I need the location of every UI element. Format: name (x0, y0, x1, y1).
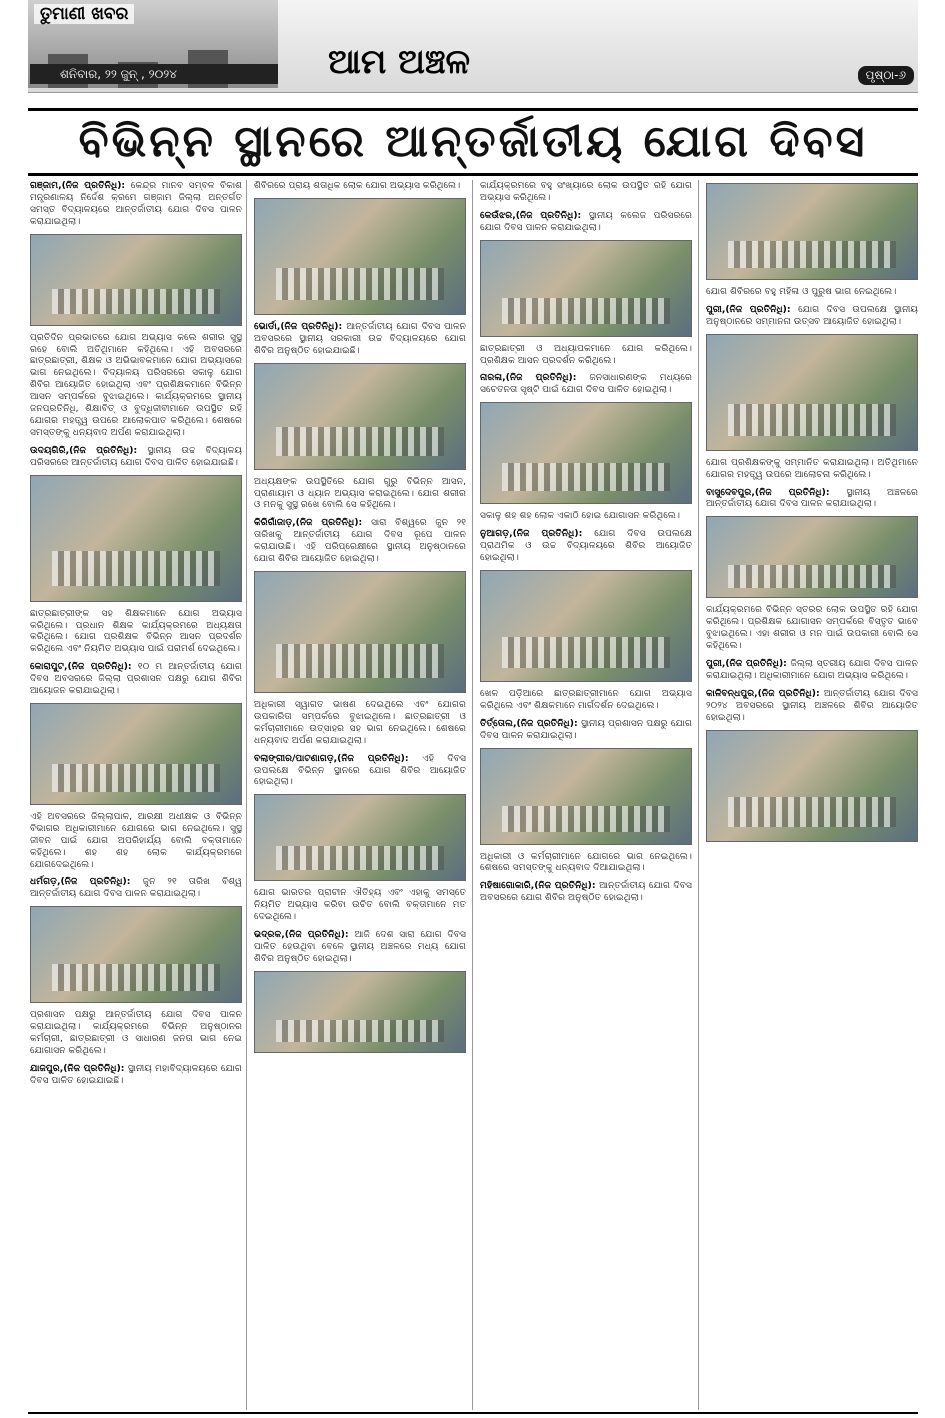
dateline: ବଲାଙ୍ଗୀର/ପାଟଣାଗଡ଼,(ନିଜ ପ୍ରତିନିଧି): (254, 752, 423, 764)
paragraph-body: ଆନ୍ତର୍ଜାତୀୟ ଯୋଗ ଦିବସ ଅବସରରେ ଯୋଗ ଶିବିର ଅନୁଷ୍ଠିତ ହୋଇଥିଲା। (480, 880, 692, 904)
news-photo (30, 703, 242, 805)
news-photo (30, 234, 242, 326)
news-photo (254, 971, 466, 1053)
paragraph-body: ଆନ୍ତର୍ଜାତୀୟ ଯୋଗ ଦିବସ ୨୦୨୪ ଅବସରରେ ସ୍ଥାନୀୟ ଅଞ୍ଚଳରେ ଶିବିର ଆୟୋଜିତ ହୋଇଥିଲା। (706, 687, 918, 723)
news-photo (480, 402, 692, 504)
newspaper-brand: ତୁମାଣୀ ଖବର (34, 4, 134, 24)
paragraph-body: ଅଧିକାରୀ ସ୍ୱାଗତ ଭାଷଣ ଦେଇଥିଲେ ଏବଂ ଯୋଗର ଉପକାରିତା ସମ୍ପର୍କରେ ବୁଝାଇଥିଲେ। ଛାତ୍ରଛାତ୍ରୀ ଓ କର୍ମଚାରୀମାନେ ଉତ୍ସାହର ସହ ଭାଗ ନେଇଥିଲେ। ଶେଷରେ ଧନ୍ୟବାଦ ଅର୍ପଣ କରାଯାଇଥିଲା। (254, 698, 466, 746)
news-paragraph (480, 688, 692, 712)
paragraph-body: ଯୋଗ ଦିବସ ଉପଲକ୍ଷେ ସ୍ଥାନୀୟ ଅନୁଷ୍ଠାନରେ ସମ୍ମାନନା ଉତ୍ସବ ଆୟୋଜିତ ହୋଇଥିଲା। (706, 303, 918, 327)
news-paragraph (30, 180, 242, 228)
news-paragraph (706, 304, 918, 328)
paragraph-body: ସାରା ବିଶ୍ୱରେ ଜୁନ ୨୧ ତାରିଖକୁ ଆନ୍ତର୍ଜାତୀୟ ଯୋଗ ଦିବସ ରୂପେ ପାଳନ କରାଯାଉଛି। ଏହି ପରିପ୍ରେକ୍ଷୀରେ ସ୍ଥାନୀୟ ଅନୁଷ୍ଠାନରେ ଯୋଗ ଶିବିର ଆୟୋଜିତ ହୋଇଥିଲା। (254, 517, 466, 565)
news-paragraph (30, 445, 242, 469)
news-paragraph (254, 887, 466, 923)
dateline: ଗଞ୍ଜାମ,(ନିଜ ପ୍ରତିନିଧି): (30, 180, 131, 191)
dateline: ବାସୁଦେବପୁର,(ନିଜ ପ୍ରତିନିଧି): (706, 486, 847, 498)
news-paragraph (480, 528, 692, 564)
news-photo (254, 571, 466, 693)
paragraph-body: ଆନ୍ତର୍ଜାତୀୟ ଯୋଗ ଦିବସ ପାଳନ ଅବସରରେ ସ୍ଥାନୀୟ ସରକାରୀ ଉଚ୍ଚ ବିଦ୍ୟାଳୟରେ ଯୋଗ ଶିବିର ଅନୁଷ୍ଠିତ ହୋଇଯାଇଛି। (254, 320, 466, 356)
news-paragraph (254, 929, 466, 965)
news-paragraph (480, 718, 692, 742)
news-photo (480, 240, 692, 337)
paragraph-body: ଛାତ୍ରଛାତ୍ରୀଙ୍କ ସହ ଶିକ୍ଷକମାନେ ଯୋଗ ଅଭ୍ୟାସ କରିଥିଲେ। ପ୍ରଧାନ ଶିକ୍ଷକ କାର୍ଯ୍ୟକ୍ରମରେ ଅଧ୍ୟକ୍ଷତା କରିଥିଲେ। ଯୋଗ ପ୍ରଶିକ୍ଷକ ବିଭିନ୍ନ ଆସନ ପ୍ରଦର୍ଶନ କରିଥିଲେ ଏବଂ ନିୟମିତ ଅଭ୍ୟାସ ପାଇଁ ପରାମର୍ଶ ଦେଇଥିଲେ। (30, 607, 242, 655)
dateline: ନାରଳା,(ନିଜ ପ୍ରତିନିଧି): (480, 372, 590, 384)
news-paragraph (30, 876, 242, 900)
bottom-rule (28, 1412, 918, 1414)
paragraph-body: ଯୋଗ ପ୍ରଶିକ୍ଷକଙ୍କୁ ସମ୍ମାନିତ କରାଯାଇଥିଲା। ଅତିଥିମାନେ ଯୋଗର ମହତ୍ତ୍ୱ ଉପରେ ଆଲୋଚନା କରିଥିଲେ। (706, 456, 918, 480)
paragraph-body: ଶିବିରରେ ପ୍ରାୟ ଶତାଧିକ ଲୋକ ଯୋଗ ଅଭ୍ୟାସ କରିଥିଲେ। (254, 180, 461, 191)
news-paragraph (30, 1063, 242, 1087)
dateline: ତିର୍ତ୍ତୋଲ,(ନିଜ ପ୍ରତିନିଧି): (480, 717, 582, 729)
dateline: କେଉଁଝର,(ନିଜ ପ୍ରତିନିଧି): (480, 209, 590, 221)
dateline: କାଳିବନ୍ଧପୁର,(ନିଜ ପ୍ରତିନିଧି): (706, 687, 824, 699)
news-paragraph (254, 699, 466, 747)
paragraph-body: ସକାଳୁ ଶହ ଶହ ଲୋକ ଏକାଠି ହୋଇ ଯୋଗାସନ କରିଥିଲେ। (480, 510, 681, 522)
dateline: କୋରାପୁଟ,(ନିଜ ପ୍ରତିନିଧି): (30, 661, 138, 673)
paragraph-body: କେନ୍ଦ୍ର ମାନବ ସମ୍ବଳ ବିକାଶ ମନ୍ତ୍ରଣାଳୟ ନିର୍ଦ୍ଦେଶ କ୍ରମେ ଗଞ୍ଜାମ ଜିଲ୍ଲା ଅନ୍ତର୍ଗତ ସମସ୍ତ ବିଦ୍ୟାଳୟରେ ଆନ୍ତର୍ଜାତୀୟ ଯୋଗ ଦିବସ ପାଳନ କରାଯାଇଥିଲା। (30, 180, 242, 227)
dateline: ମହିଷାଗୋକାରି,(ନିଜ ପ୍ରତିନିଧି): (480, 880, 600, 892)
news-paragraph (254, 321, 466, 357)
paragraph-body: ଆଜି ଦେଶ ସାରା ଯୋଗ ଦିବସ ପାଳିତ ହେଉଥିବା ବେଳେ ସ୍ଥାନୀୟ ଅଞ୍ଚଳରେ ମଧ୍ୟ ଯୋଗ ଶିବିର ଅନୁଷ୍ଠିତ ହୋଇଥିଲା। (254, 929, 466, 964)
news-paragraph (254, 753, 466, 789)
news-paragraph (30, 332, 242, 439)
news-paragraph (254, 517, 466, 565)
paragraph-body: ସ୍ଥାନୀୟ ଉଚ୍ଚ ବିଦ୍ୟାଳୟ ପରିସରରେ ଆନ୍ତର୍ଜାତୀୟ ଯୋଗ ଦିବସ ପାଳିତ ହୋଇଯାଇଛି। (30, 444, 242, 468)
dateline: ଧର୍ମଗଡ଼,(ନିଜ ପ୍ରତିନିଧି): (30, 876, 143, 888)
news-photo (706, 334, 918, 451)
column-divider (472, 180, 473, 1410)
news-paragraph (480, 851, 692, 875)
column-divider (698, 180, 699, 1410)
paragraph-body: ପ୍ରତିଦିନ ପ୍ରଭାତରେ ଯୋଗ ଅଭ୍ୟାସ କଲେ ଶରୀର ସୁସ୍ଥ ରହେ ବୋଲି ଅତିଥିମାନେ କହିଥିଲେ। ଏହି ଅବସରରେ ଛାତ୍ରଛାତ୍ରୀ, ଶିକ୍ଷକ ଓ ଅଭିଭାବକମାନେ ଯୋଗ ଅଭ୍ୟାସରେ ଭାଗ ନେଇଥିଲେ। ବିଦ୍ୟାଳୟ ପରିସରରେ ସକାଳୁ ଯୋଗ ଶିବିର ଆୟୋଜିତ ହୋଇଥିଲା ଏବଂ ପ୍ରଶିକ୍ଷକମାନେ ବିଭିନ୍ନ ଆସନ ସମ୍ପର୍କରେ ବୁଝାଇଥିଲେ। କାର୍ଯ୍ୟକ୍ରମରେ ସ୍ଥାନୀୟ ଜନପ୍ରତିନିଧି, ଶିକ୍ଷାବିତ୍ ଓ ବୁଦ୍ଧିଜୀବୀମାନେ ଉପସ୍ଥିତ ରହି ଯୋଗର ମହତ୍ତ୍ୱ ଉପରେ ଆଲୋକପାତ କରିଥିଲେ। ଶେଷରେ ସମସ୍ତଙ୍କୁ ଧନ୍ୟବାଦ ଅର୍ପଣ କରାଯାଇଥିଲା। (30, 331, 242, 438)
paragraph-body: ୧୦ ମ ଆନ୍ତର୍ଜାତୀୟ ଯୋଗ ଦିବସ ଅବସରରେ ଜିଲ୍ଲା ପ୍ରଶାସନ ପକ୍ଷରୁ ଯୋଗ ଶିବିର ଆୟୋଜନ କରାଯାଇଥିଲା। (30, 661, 242, 697)
news-photo (480, 748, 692, 845)
dateline: କିରିଗାଁଜାଡ଼,(ନିଜ ପ୍ରତିନିଧି): (254, 517, 372, 529)
dateline: ଭୋର୍ଡା,(ନିଜ ପ୍ରତିନିଧି): (254, 320, 347, 332)
news-paragraph (706, 658, 918, 682)
news-photo (254, 794, 466, 881)
dateline: ପୁରୀ,(ନିଜ ପ୍ରତିନିଧି): (706, 657, 791, 669)
paragraph-body: ଜନସାଧାରଣଙ୍କ ମଧ୍ୟରେ ସଚେତନତା ସୃଷ୍ଟି ପାଇଁ ଯୋଗ ଦିବସ ପାଳିତ ହୋଇଥିଲା। (480, 372, 692, 396)
paragraph-body: ଖେଳ ପଡ଼ିଆରେ ଛାତ୍ରଛାତ୍ରୀମାନେ ଯୋଗ ଅଭ୍ୟାସ କରିଥିଲେ ଏବଂ ଶିକ୍ଷକମାନେ ମାର୍ଗଦର୍ଶନ ଦେଇଥିଲେ। (480, 687, 692, 711)
news-paragraph (480, 880, 692, 904)
news-photo (30, 906, 242, 1003)
paragraph-body: ଜିଲ୍ଲା ସ୍ତରୀୟ ଯୋଗ ଦିବସ ପାଳନ କରାଯାଇଥିଲା। ଅଧିକାରୀମାନେ ଯୋଗ ଅଭ୍ୟାସ କରିଥିଲେ। (706, 657, 918, 681)
news-paragraph (30, 811, 242, 871)
paragraph-body: ସ୍ଥାନୀୟ ପ୍ରଶାସନ ପକ୍ଷରୁ ଯୋଗ ଦିବସ ପାଳନ କରାଯାଇଥିଲା। (480, 717, 692, 741)
paragraph-body: ପ୍ରଶାସନ ପକ୍ଷରୁ ଆନ୍ତର୍ଜାତୀୟ ଯୋଗ ଦିବସ ପାଳନ କରାଯାଇଥିଲା। କାର୍ଯ୍ୟକ୍ରମରେ ବିଭିନ୍ନ ଅନୁଷ୍ଠାନର କର୍ମଚାରୀ, ଛାତ୍ରଛାତ୍ରୀ ଓ ସାଧାରଣ ଜନତା ଭାଗ ନେଇ ଯୋଗାସନ କରିଥିଲେ। (30, 1009, 242, 1056)
news-paragraph (30, 1009, 242, 1057)
paragraph-body: ଯୋଗ ଶିବିରରେ ବହୁ ମହିଳା ଓ ପୁରୁଷ ଭାଗ ନେଇଥିଲେ। (706, 286, 897, 297)
column-divider (246, 180, 247, 1410)
dateline: ଯାଜପୁର,(ନିଜ ପ୍ରତିନିଧି): (30, 1062, 129, 1074)
news-photo (706, 730, 918, 842)
news-column-2 (254, 180, 466, 1410)
news-paragraph (480, 180, 692, 204)
news-photo (480, 570, 692, 682)
paragraph-body: ଛାତ୍ରଛାତ୍ରୀ ଓ ଅଧ୍ୟାପକମାନେ ଯୋଗ କରିଥିଲେ। ପ୍ରଶିକ୍ଷକ ଆସନ ପ୍ରଦର୍ଶନ କରିଥିଲେ। (480, 342, 692, 366)
dateline: ପୁରୀ,(ନିଜ ପ୍ରତିନିଧି): (706, 303, 799, 315)
paragraph-body: ଏହି ଦିବସ ଉପଲକ୍ଷେ ବିଭିନ୍ନ ସ୍ଥାନରେ ଯୋଗ ଶିବିର ଆୟୋଜିତ ହୋଇଥିଲା। (254, 752, 466, 788)
news-column-4 (706, 180, 918, 1410)
paragraph-body: ସ୍ଥାନୀୟ ଅଞ୍ଚଳରେ ଆନ୍ତର୍ଜାତୀୟ ଯୋଗ ଦିବସ ପାଳନ କରାଯାଇଥିଲା। (706, 486, 918, 510)
news-photo (254, 198, 466, 315)
news-paragraph (480, 510, 692, 522)
news-paragraph (254, 476, 466, 512)
paragraph-body: ଅଧ୍ୟକ୍ଷଙ୍କ ଉପସ୍ଥିତିରେ ଯୋଗ ଗୁରୁ ବିଭିନ୍ନ ଆସନ, ପ୍ରାଣାୟାମ ଓ ଧ୍ୟାନ ଅଭ୍ୟାସ କରାଇଥିଲେ। ଯୋଗ ଶରୀର ଓ ମନକୁ ସୁସ୍ଥ ରଖେ ବୋଲି ସେ କହିଥିଲେ। (254, 475, 466, 511)
paragraph-body: ଜୁନ ୨୧ ତାରିଖ ବିଶ୍ୱ ଆନ୍ତର୍ଜାତୀୟ ଯୋଗ ଦିବସ ପାଳନ କରାଯାଇଥିଲା। (30, 876, 242, 900)
dateline: ନୁଆଗଡ଼,(ନିଜ ପ୍ରତିନିଧି): (480, 528, 595, 540)
news-photo (706, 516, 918, 598)
paragraph-body: ସ୍ଥାନୀୟ କଲେଜ ପରିସରରେ ଯୋଗ ଦିବସ ପାଳନ କରାଯାଇଥିଲା। (480, 209, 692, 233)
news-paragraph (706, 487, 918, 511)
issue-date: ଶନିବାର, ୨୨ ଜୁନ୍ , ୨୦୨୪ (30, 64, 278, 84)
news-paragraph (30, 608, 242, 656)
news-paragraph (254, 180, 466, 192)
news-photo (706, 183, 918, 280)
page-number: ପୃଷ୍ଠା-୬ (858, 66, 914, 85)
news-paragraph (706, 457, 918, 481)
paragraph-body: ସ୍ଥାନୀୟ ମହାବିଦ୍ୟାଳୟରେ ଯୋଗ ଦିବସ ପାଳିତ ହୋଇଯାଇଛି। (30, 1062, 242, 1086)
news-photo (254, 363, 466, 470)
dateline: ଭଦ୍ରକ,(ନିଜ ପ୍ରତିନିଧି): (254, 929, 355, 941)
news-photo (30, 475, 242, 602)
paragraph-body: କାର୍ଯ୍ୟକ୍ରମରେ ବହୁ ସଂଖ୍ୟାରେ ଲୋକ ଉପସ୍ଥିତ ରହି ଯୋଗ ଅଭ୍ୟାସ କରିଥିଲେ। (480, 180, 692, 203)
paragraph-body: ଯୋଗ ଭାରତର ପ୍ରାଚୀନ ଐତିହ୍ୟ ଏବଂ ଏହାକୁ ସମସ୍ତେ ନିୟମିତ ଅଭ୍ୟାସ କରିବା ଉଚିତ ବୋଲି ବକ୍ତାମାନେ ମତ ଦେଇଥିଲେ। (254, 887, 466, 923)
news-paragraph (480, 210, 692, 234)
news-paragraph (706, 688, 918, 724)
news-column-1 (30, 180, 242, 1410)
news-paragraph (706, 604, 918, 652)
paragraph-body: ଯୋଗ ଦିବସ ଉପଲକ୍ଷେ ପ୍ରାଥମିକ ଓ ଉଚ୍ଚ ବିଦ୍ୟାଳୟରେ ଶିବିର ଆୟୋଜିତ ହୋଇଥିଲା। (480, 528, 692, 563)
news-paragraph (480, 343, 692, 367)
dateline: ଉଦୟଗିରି,(ନିଜ ପ୍ରତିନିଧି): (30, 444, 148, 456)
news-column-3 (480, 180, 692, 1410)
paragraph-body: ଏହି ଅବସରରେ ଜିଲ୍ଲାପାଳ, ଆରକ୍ଷୀ ଅଧୀକ୍ଷକ ଓ ବିଭିନ୍ନ ବିଭାଗର ଅଧିକାରୀମାନେ ଯୋଗରେ ଭାଗ ନେଇଥିଲେ। ସୁସ୍ଥ ଜୀବନ ପାଇଁ ଯୋଗ ଅପରିହାର୍ଯ୍ୟ ବୋଲି ବକ୍ତାମାନେ କହିଥିଲେ। ଶହ ଶହ ଲୋକ କାର୍ଯ୍ୟକ୍ରମରେ ଯୋଗଦେଇଥିଲେ। (30, 810, 242, 870)
paragraph-body: କାର୍ଯ୍ୟକ୍ରମରେ ବିଭିନ୍ନ ସ୍ତରର ଲୋକ ଉପସ୍ଥିତ ରହି ଯୋଗ କରିଥିଲେ। ପ୍ରଶିକ୍ଷକ ଯୋଗାସନ ସମ୍ପର୍କରେ ବିସ୍ତୃତ ଭାବେ ବୁଝାଇଥିଲେ। ଏହା ଶରୀର ଓ ମନ ପାଇଁ ଉପକାରୀ ବୋଲି ସେ କହିଥିଲେ। (706, 604, 918, 652)
news-paragraph (30, 661, 242, 697)
news-paragraph (480, 372, 692, 396)
paragraph-body: ଅଧିକାରୀ ଓ କର୍ମଚାରୀମାନେ ଯୋଗରେ ଭାଗ ନେଇଥିଲେ। ଶେଷରେ ସମସ୍ତଙ୍କୁ ଧନ୍ୟବାଦ ଦିଆଯାଇଥିଲା। (480, 850, 692, 874)
news-paragraph (706, 286, 918, 298)
section-title: ଆମ ଅଞ୍ଚଳ (328, 42, 471, 82)
main-headline: ବିଭିନ୍ନ ସ୍ଥାନରେ ଆନ୍ତର୍ଜାତୀୟ ଯୋଗ ଦିବସ (28, 108, 918, 176)
masthead (28, 0, 918, 93)
